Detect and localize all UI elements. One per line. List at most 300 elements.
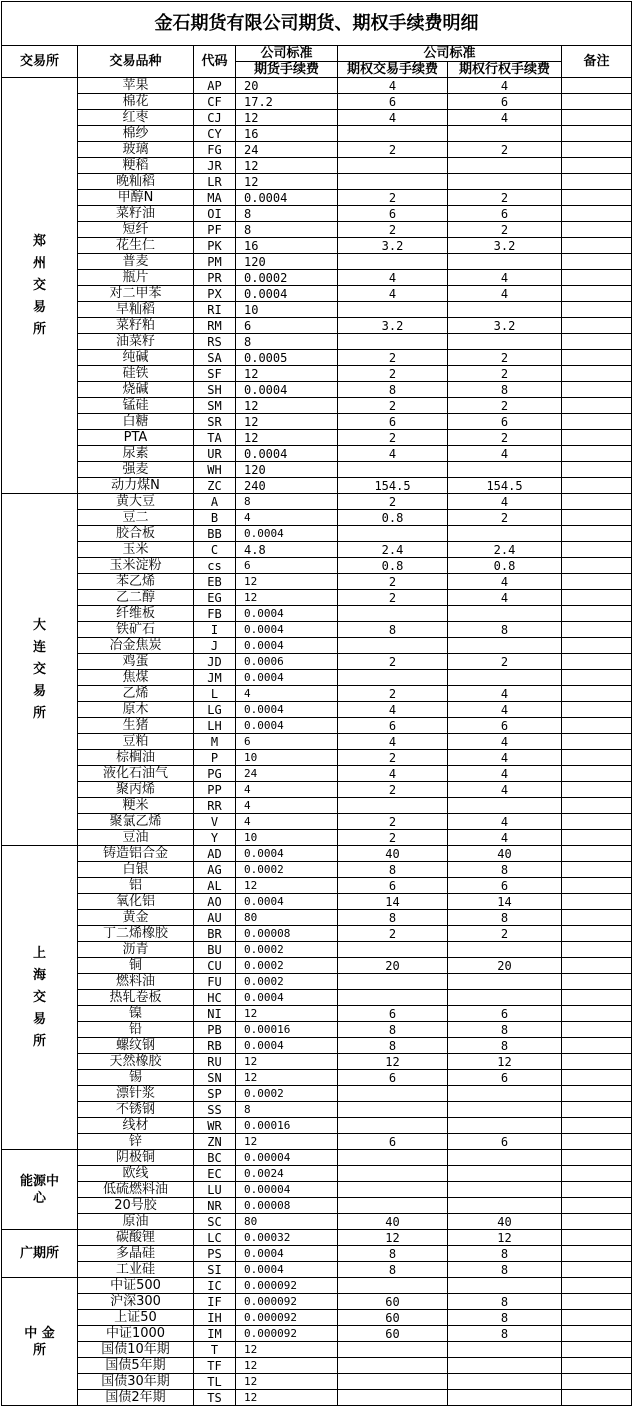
option-exercise-fee xyxy=(448,526,562,542)
futures-fee: 0.0004 xyxy=(236,702,338,718)
table-row xyxy=(2,542,632,558)
product-code: LU xyxy=(194,1182,236,1198)
note-cell xyxy=(562,286,632,302)
product-name: 锡 xyxy=(78,1070,194,1086)
table-row xyxy=(2,622,632,638)
option-trade-fee: 4 xyxy=(338,286,448,302)
option-trade-fee: 60 xyxy=(338,1294,448,1310)
futures-fee: 0.0004 xyxy=(236,718,338,734)
table-row xyxy=(2,1182,632,1198)
product-name: 镍 xyxy=(78,1006,194,1022)
option-exercise-fee xyxy=(448,1342,562,1358)
product-name: 阴极铜 xyxy=(78,1150,194,1166)
option-exercise-fee: 2 xyxy=(448,654,562,670)
product-name: 锌 xyxy=(78,1134,194,1150)
product-code: AL xyxy=(194,878,236,894)
option-trade-fee: 6 xyxy=(338,718,448,734)
note-cell xyxy=(562,1022,632,1038)
product-code: T xyxy=(194,1342,236,1358)
exchange-cell xyxy=(2,846,78,1150)
option-exercise-fee: 4 xyxy=(448,590,562,606)
futures-fee: 0.0004 xyxy=(236,606,338,622)
product-code: JR xyxy=(194,158,236,174)
option-trade-fee: 6 xyxy=(338,1006,448,1022)
option-trade-fee: 3.2 xyxy=(338,238,448,254)
table-row xyxy=(2,590,632,606)
exchange-name: 郑州交易所 xyxy=(32,233,46,337)
note-cell xyxy=(562,1246,632,1262)
table-row xyxy=(2,1102,632,1118)
table-row xyxy=(2,94,632,110)
product-code: RR xyxy=(194,798,236,814)
note-cell xyxy=(562,686,632,702)
product-name: 纯碱 xyxy=(78,350,194,366)
product-name: 短纤 xyxy=(78,222,194,238)
note-cell xyxy=(562,878,632,894)
table-row xyxy=(2,286,632,302)
option-trade-fee xyxy=(338,1166,448,1182)
option-trade-fee: 6 xyxy=(338,1134,448,1150)
option-trade-fee xyxy=(338,1278,448,1294)
product-name: 铁矿石 xyxy=(78,622,194,638)
product-code: I xyxy=(194,622,236,638)
option-trade-fee: 4 xyxy=(338,270,448,286)
exchange-cell xyxy=(2,1278,78,1406)
option-exercise-fee xyxy=(448,302,562,318)
product-code: WH xyxy=(194,462,236,478)
product-name: 铅 xyxy=(78,1022,194,1038)
option-exercise-fee: 8 xyxy=(448,1326,562,1342)
table-row xyxy=(2,766,632,782)
table-row xyxy=(2,126,632,142)
option-exercise-fee: 40 xyxy=(448,846,562,862)
option-exercise-fee: 4 xyxy=(448,78,562,94)
table-row xyxy=(2,846,632,862)
option-exercise-fee: 4 xyxy=(448,270,562,286)
option-exercise-fee: 8 xyxy=(448,382,562,398)
note-cell xyxy=(562,590,632,606)
option-trade-fee xyxy=(338,254,448,270)
note-cell xyxy=(562,926,632,942)
option-trade-fee: 6 xyxy=(338,414,448,430)
futures-fee: 0.0006 xyxy=(236,654,338,670)
product-name: 沥青 xyxy=(78,942,194,958)
option-exercise-fee xyxy=(448,1182,562,1198)
futures-fee: 12 xyxy=(236,366,338,382)
product-name: 锰硅 xyxy=(78,398,194,414)
option-trade-fee: 40 xyxy=(338,1214,448,1230)
futures-fee: 0.00008 xyxy=(236,1198,338,1214)
futures-fee: 0.0024 xyxy=(236,1166,338,1182)
futures-fee: 12 xyxy=(236,1134,338,1150)
futures-fee: 4.8 xyxy=(236,542,338,558)
option-trade-fee: 3.2 xyxy=(338,318,448,334)
note-cell xyxy=(562,174,632,190)
option-trade-fee: 6 xyxy=(338,1070,448,1086)
table-row xyxy=(2,1262,632,1278)
product-name: 冶金焦炭 xyxy=(78,638,194,654)
futures-fee: 0.000092 xyxy=(236,1310,338,1326)
table-row xyxy=(2,814,632,830)
product-name: 动力煤N xyxy=(78,478,194,494)
futures-fee: 12 xyxy=(236,1358,338,1374)
option-trade-fee xyxy=(338,1102,448,1118)
table-row xyxy=(2,270,632,286)
table-row xyxy=(2,1070,632,1086)
product-name: 国债2年期 xyxy=(78,1390,194,1406)
futures-fee: 0.0004 xyxy=(236,190,338,206)
futures-fee: 20 xyxy=(236,78,338,94)
futures-fee: 0.0004 xyxy=(236,382,338,398)
product-code: BB xyxy=(194,526,236,542)
futures-fee: 0.0004 xyxy=(236,526,338,542)
table-row xyxy=(2,1342,632,1358)
option-exercise-fee: 4 xyxy=(448,734,562,750)
note-cell xyxy=(562,1294,632,1310)
note-cell xyxy=(562,350,632,366)
table-row xyxy=(2,1390,632,1406)
option-trade-fee xyxy=(338,1118,448,1134)
header-note: 备注 xyxy=(562,46,632,78)
note-cell xyxy=(562,1310,632,1326)
table-row xyxy=(2,894,632,910)
option-trade-fee: 60 xyxy=(338,1326,448,1342)
table-row xyxy=(2,1214,632,1230)
note-cell xyxy=(562,638,632,654)
product-name: 热轧卷板 xyxy=(78,990,194,1006)
product-name: 鸡蛋 xyxy=(78,654,194,670)
table-row xyxy=(2,558,632,574)
product-code: NI xyxy=(194,1006,236,1022)
note-cell xyxy=(562,1230,632,1246)
header-product: 交易品种 xyxy=(78,46,194,78)
table-row xyxy=(2,430,632,446)
product-code: RU xyxy=(194,1054,236,1070)
futures-fee: 12 xyxy=(236,590,338,606)
futures-fee: 0.0004 xyxy=(236,1246,338,1262)
product-code: WR xyxy=(194,1118,236,1134)
table-row xyxy=(2,1230,632,1246)
option-trade-fee: 6 xyxy=(338,878,448,894)
note-cell xyxy=(562,574,632,590)
option-trade-fee xyxy=(338,942,448,958)
product-name: 豆油 xyxy=(78,830,194,846)
futures-fee: 6 xyxy=(236,558,338,574)
note-cell xyxy=(562,1182,632,1198)
option-exercise-fee: 20 xyxy=(448,958,562,974)
option-exercise-fee: 154.5 xyxy=(448,478,562,494)
option-trade-fee: 4 xyxy=(338,110,448,126)
note-cell xyxy=(562,862,632,878)
option-trade-fee xyxy=(338,1086,448,1102)
product-name: 上证50 xyxy=(78,1310,194,1326)
option-trade-fee: 6 xyxy=(338,94,448,110)
option-exercise-fee: 6 xyxy=(448,718,562,734)
table-row xyxy=(2,382,632,398)
note-cell xyxy=(562,606,632,622)
product-name: 菜籽油 xyxy=(78,206,194,222)
product-name: PTA xyxy=(78,430,194,446)
note-cell xyxy=(562,766,632,782)
product-name: 原油 xyxy=(78,1214,194,1230)
option-trade-fee: 2 xyxy=(338,574,448,590)
product-code: PX xyxy=(194,286,236,302)
option-exercise-fee: 4 xyxy=(448,814,562,830)
option-exercise-fee: 2 xyxy=(448,350,562,366)
product-name: 红枣 xyxy=(78,110,194,126)
product-code: PF xyxy=(194,222,236,238)
table-row xyxy=(2,110,632,126)
product-name: 天然橡胶 xyxy=(78,1054,194,1070)
product-name: 苯乙烯 xyxy=(78,574,194,590)
product-name: 工业硅 xyxy=(78,1262,194,1278)
product-code: IC xyxy=(194,1278,236,1294)
option-trade-fee xyxy=(338,606,448,622)
table-row xyxy=(2,862,632,878)
futures-fee: 0.0004 xyxy=(236,670,338,686)
product-code: OI xyxy=(194,206,236,222)
option-exercise-fee xyxy=(448,1166,562,1182)
futures-fee: 12 xyxy=(236,110,338,126)
note-cell xyxy=(562,1150,632,1166)
option-trade-fee xyxy=(338,334,448,350)
option-exercise-fee: 4 xyxy=(448,286,562,302)
option-trade-fee: 2 xyxy=(338,430,448,446)
table-row xyxy=(2,222,632,238)
table-row xyxy=(2,926,632,942)
table-row xyxy=(2,1278,632,1294)
table-row xyxy=(2,702,632,718)
note-cell xyxy=(562,542,632,558)
option-exercise-fee: 6 xyxy=(448,206,562,222)
note-cell xyxy=(562,974,632,990)
note-cell xyxy=(562,1086,632,1102)
note-cell xyxy=(562,446,632,462)
table-row xyxy=(2,1198,632,1214)
note-cell xyxy=(562,1374,632,1390)
futures-fee: 10 xyxy=(236,750,338,766)
option-exercise-fee xyxy=(448,1278,562,1294)
note-cell xyxy=(562,526,632,542)
futures-fee: 8 xyxy=(236,494,338,510)
product-code: PB xyxy=(194,1022,236,1038)
option-trade-fee: 4 xyxy=(338,78,448,94)
product-code: LG xyxy=(194,702,236,718)
product-name: 碳酸锂 xyxy=(78,1230,194,1246)
option-exercise-fee: 6 xyxy=(448,878,562,894)
table-row xyxy=(2,830,632,846)
option-exercise-fee: 8 xyxy=(448,1262,562,1278)
product-name: 中证1000 xyxy=(78,1326,194,1342)
option-trade-fee: 12 xyxy=(338,1230,448,1246)
option-exercise-fee: 2 xyxy=(448,366,562,382)
product-code: Y xyxy=(194,830,236,846)
futures-fee: 0.0002 xyxy=(236,974,338,990)
note-cell xyxy=(562,1214,632,1230)
product-name: 原木 xyxy=(78,702,194,718)
note-cell xyxy=(562,1358,632,1374)
futures-fee: 12 xyxy=(236,574,338,590)
note-cell xyxy=(562,206,632,222)
option-trade-fee: 14 xyxy=(338,894,448,910)
product-name: 国债10年期 xyxy=(78,1342,194,1358)
note-cell xyxy=(562,78,632,94)
option-trade-fee: 12 xyxy=(338,1054,448,1070)
option-trade-fee xyxy=(338,1342,448,1358)
product-code: B xyxy=(194,510,236,526)
product-code: EC xyxy=(194,1166,236,1182)
product-name: 棉纱 xyxy=(78,126,194,142)
product-name: 普麦 xyxy=(78,254,194,270)
product-name: 国债5年期 xyxy=(78,1358,194,1374)
futures-fee: 8 xyxy=(236,206,338,222)
product-name: 聚丙烯 xyxy=(78,782,194,798)
product-code: BU xyxy=(194,942,236,958)
futures-fee: 8 xyxy=(236,1102,338,1118)
product-code: RB xyxy=(194,1038,236,1054)
table-row xyxy=(2,78,632,94)
table-row xyxy=(2,798,632,814)
futures-fee: 0.0004 xyxy=(236,1038,338,1054)
note-cell xyxy=(562,558,632,574)
note-cell xyxy=(562,702,632,718)
futures-fee: 0.0004 xyxy=(236,894,338,910)
product-name: 粳稻 xyxy=(78,158,194,174)
option-trade-fee xyxy=(338,174,448,190)
product-code: SP xyxy=(194,1086,236,1102)
futures-fee: 0.00032 xyxy=(236,1230,338,1246)
product-code: HC xyxy=(194,990,236,1006)
futures-fee: 80 xyxy=(236,910,338,926)
futures-fee: 12 xyxy=(236,878,338,894)
table-row xyxy=(2,366,632,382)
table-row xyxy=(2,254,632,270)
option-exercise-fee xyxy=(448,990,562,1006)
option-exercise-fee: 2.4 xyxy=(448,542,562,558)
product-code: SI xyxy=(194,1262,236,1278)
option-trade-fee: 154.5 xyxy=(338,478,448,494)
option-trade-fee xyxy=(338,126,448,142)
note-cell xyxy=(562,222,632,238)
option-exercise-fee: 12 xyxy=(448,1230,562,1246)
table-row xyxy=(2,1134,632,1150)
product-name: 烧碱 xyxy=(78,382,194,398)
option-exercise-fee xyxy=(448,1102,562,1118)
header-code: 代码 xyxy=(194,46,236,78)
futures-fee: 4 xyxy=(236,798,338,814)
table-row xyxy=(2,654,632,670)
note-cell xyxy=(562,478,632,494)
product-code: ZN xyxy=(194,1134,236,1150)
product-code: SR xyxy=(194,414,236,430)
table-row xyxy=(2,734,632,750)
option-exercise-fee: 2 xyxy=(448,190,562,206)
table-row xyxy=(2,142,632,158)
futures-fee: 0.00016 xyxy=(236,1118,338,1134)
header-row-1 xyxy=(2,46,632,62)
product-code: PG xyxy=(194,766,236,782)
note-cell xyxy=(562,750,632,766)
option-trade-fee xyxy=(338,526,448,542)
futures-fee: 0.0004 xyxy=(236,622,338,638)
table-row xyxy=(2,334,632,350)
option-trade-fee xyxy=(338,1374,448,1390)
option-trade-fee xyxy=(338,990,448,1006)
product-code: PP xyxy=(194,782,236,798)
product-code: SN xyxy=(194,1070,236,1086)
note-cell xyxy=(562,1278,632,1294)
product-code: A xyxy=(194,494,236,510)
option-exercise-fee: 14 xyxy=(448,894,562,910)
product-name: 液化石油气 xyxy=(78,766,194,782)
futures-fee: 12 xyxy=(236,158,338,174)
product-code: V xyxy=(194,814,236,830)
futures-fee: 0.000092 xyxy=(236,1294,338,1310)
product-name: 欧线 xyxy=(78,1166,194,1182)
table-row xyxy=(2,398,632,414)
product-code: P xyxy=(194,750,236,766)
option-exercise-fee: 6 xyxy=(448,1134,562,1150)
fee-table xyxy=(1,1,632,1406)
option-trade-fee: 2 xyxy=(338,190,448,206)
table-row xyxy=(2,1246,632,1262)
option-trade-fee: 8 xyxy=(338,1246,448,1262)
option-exercise-fee xyxy=(448,798,562,814)
option-trade-fee: 2 xyxy=(338,350,448,366)
product-code: RM xyxy=(194,318,236,334)
product-code: CF xyxy=(194,94,236,110)
product-code: BR xyxy=(194,926,236,942)
note-cell xyxy=(562,782,632,798)
product-code: SH xyxy=(194,382,236,398)
product-name: 棉花 xyxy=(78,94,194,110)
futures-fee: 10 xyxy=(236,302,338,318)
option-exercise-fee: 4 xyxy=(448,574,562,590)
note-cell xyxy=(562,798,632,814)
futures-fee: 240 xyxy=(236,478,338,494)
header-exchange: 交易所 xyxy=(2,46,78,78)
note-cell xyxy=(562,1390,632,1406)
futures-fee: 12 xyxy=(236,1070,338,1086)
option-exercise-fee: 8 xyxy=(448,862,562,878)
product-code: SA xyxy=(194,350,236,366)
table-row xyxy=(2,958,632,974)
note-cell xyxy=(562,302,632,318)
product-name: 铝 xyxy=(78,878,194,894)
option-trade-fee xyxy=(338,1150,448,1166)
futures-fee: 24 xyxy=(236,142,338,158)
option-trade-fee: 2 xyxy=(338,654,448,670)
product-name: 焦煤 xyxy=(78,670,194,686)
product-code: MA xyxy=(194,190,236,206)
product-code: ZC xyxy=(194,478,236,494)
table-row xyxy=(2,350,632,366)
futures-fee: 0.0004 xyxy=(236,846,338,862)
note-cell xyxy=(562,1198,632,1214)
product-code: M xyxy=(194,734,236,750)
product-code: PM xyxy=(194,254,236,270)
option-trade-fee: 40 xyxy=(338,846,448,862)
note-cell xyxy=(562,110,632,126)
exchange-name: 广期所 xyxy=(19,1246,59,1261)
option-trade-fee: 6 xyxy=(338,206,448,222)
futures-fee: 8 xyxy=(236,334,338,350)
note-cell xyxy=(562,254,632,270)
product-name: 对二甲苯 xyxy=(78,286,194,302)
table-row xyxy=(2,526,632,542)
option-exercise-fee: 8 xyxy=(448,1294,562,1310)
option-exercise-fee: 6 xyxy=(448,414,562,430)
